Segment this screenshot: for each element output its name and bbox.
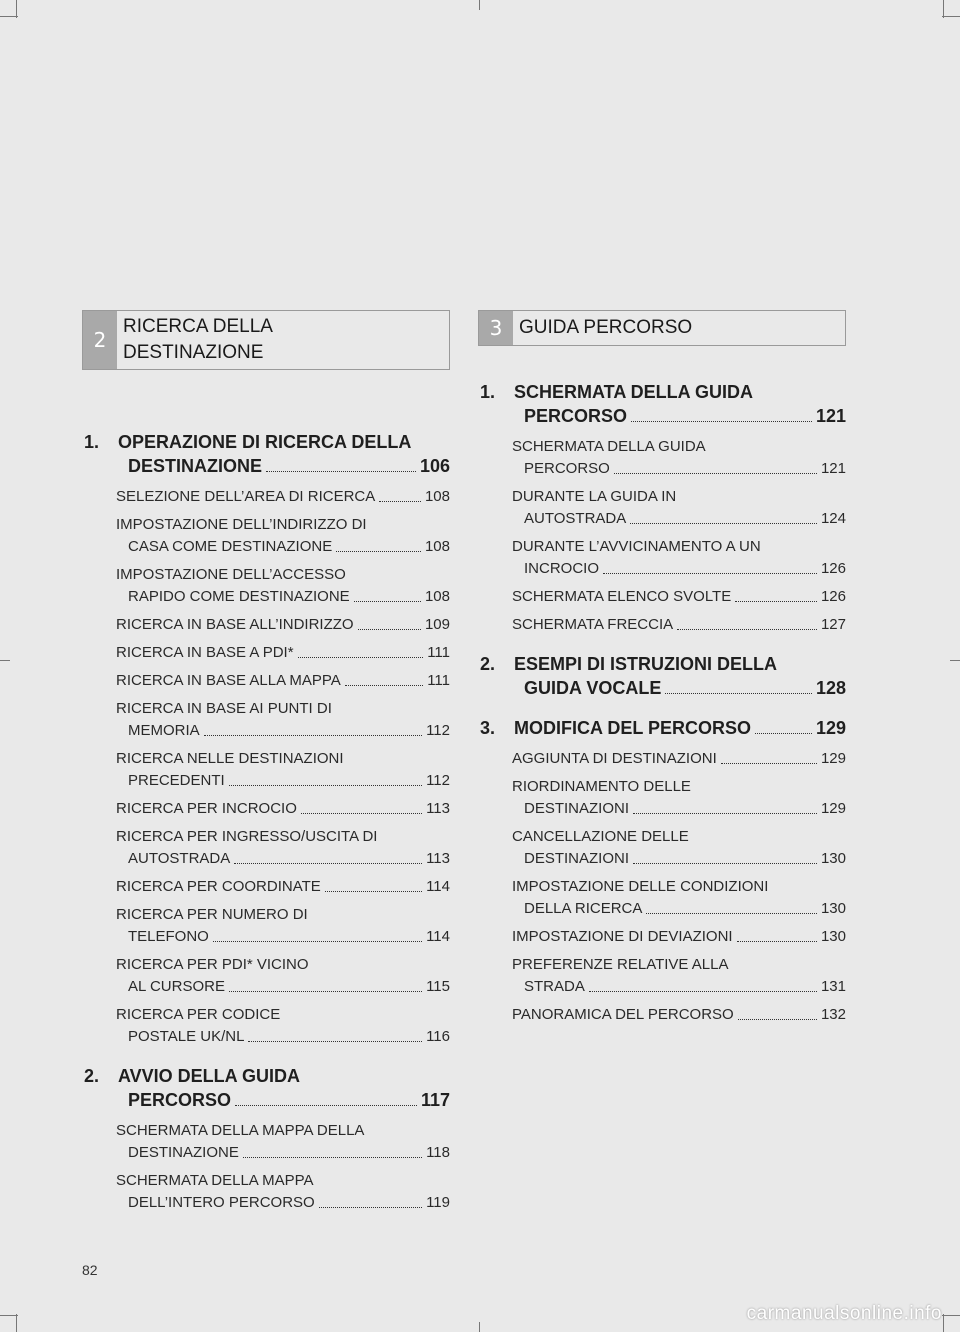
- entry-line: [116, 536, 450, 558]
- entry-line: SCHERMATA DELLA MAPPA: [116, 1172, 314, 1189]
- toc-chapter: [478, 652, 846, 700]
- entry-title: PANORAMICA DEL PERCORSO: [512, 1006, 734, 1023]
- entry-page: 108: [424, 488, 450, 505]
- entry-title: DESTINAZIONE: [128, 1144, 239, 1161]
- chapter-title-cont: GUIDA VOCALE: [524, 678, 662, 698]
- chapter-line: [82, 430, 450, 454]
- entry-line: RICERCA PER CODICE: [116, 1006, 281, 1023]
- dot-leader: [325, 876, 422, 892]
- page-number: 82: [82, 1262, 98, 1278]
- entry-line: RICERCA NELLE DESTINAZIONI: [116, 750, 344, 767]
- toc-entry: [478, 1004, 846, 1026]
- entry-page: 118: [426, 1144, 450, 1161]
- toc-entry: [478, 876, 846, 920]
- entry-line: SCHERMATA DELLA MAPPA DELLA: [116, 1122, 365, 1139]
- dot-leader: [319, 1192, 422, 1208]
- toc-entry: [82, 1004, 450, 1048]
- entry-page: 109: [424, 616, 450, 633]
- toc-chapter: [478, 716, 846, 740]
- entry-page: 114: [426, 928, 450, 945]
- entry-title: INCROCIO: [524, 560, 599, 577]
- entry-page: 130: [820, 900, 846, 917]
- entry-line: [116, 976, 450, 998]
- section-header-3: [478, 310, 846, 346]
- section-number: 2: [83, 311, 117, 369]
- toc-entry: [82, 1170, 450, 1214]
- dot-leader: [358, 614, 421, 630]
- dot-leader: [646, 898, 817, 914]
- toc-entry: [82, 614, 450, 636]
- entry-line: [116, 586, 450, 608]
- entry-line: RICERCA PER PDI* VICINO: [116, 956, 309, 973]
- dot-leader: [631, 404, 812, 422]
- chapter-title: MODIFICA DEL PERCORSO: [514, 718, 752, 738]
- chapter-title: AVVIO DELLA GUIDA: [118, 1066, 301, 1086]
- entry-line: DURANTE LA GUIDA IN: [512, 488, 677, 505]
- toc-entry: [478, 586, 846, 608]
- entry-line: [116, 926, 450, 948]
- toc-chapter: [82, 430, 450, 478]
- entry-line: [512, 798, 846, 820]
- chapter-number: 2.: [84, 1066, 100, 1086]
- entry-title: TELEFONO: [128, 928, 209, 945]
- entry-title: AUTOSTRADA: [524, 510, 627, 527]
- entry-line: [512, 614, 846, 636]
- dot-leader: [633, 848, 817, 864]
- entry-page: 111: [427, 672, 450, 689]
- dot-leader: [213, 926, 422, 942]
- dot-leader: [755, 716, 812, 734]
- toc-entry: [82, 1120, 450, 1164]
- entry-line: RICERCA PER INGRESSO/USCITA DI: [116, 828, 378, 845]
- toc-entry: [478, 536, 846, 580]
- entry-page: 124: [820, 510, 846, 527]
- dot-leader: [633, 798, 817, 814]
- entry-line: RIORDINAMENTO DELLE: [512, 778, 691, 795]
- entry-title: CASA COME DESTINAZIONE: [128, 538, 333, 555]
- entry-line: SCHERMATA DELLA GUIDA: [512, 438, 706, 455]
- chapter-line: [82, 454, 450, 478]
- chapter-line: [478, 404, 846, 428]
- dot-leader: [677, 614, 817, 630]
- entry-line: [116, 642, 450, 664]
- entry-line: DURANTE L’AVVICINAMENTO A UN: [512, 538, 761, 555]
- entry-title: RICERCA IN BASE ALL’INDIRIZZO: [116, 616, 354, 633]
- toc-entry: [478, 614, 846, 636]
- dot-leader: [354, 586, 421, 602]
- entry-title: DELLA RICERCA: [524, 900, 643, 917]
- entry-line: [116, 720, 450, 742]
- toc-chapter: [478, 380, 846, 428]
- toc-entry: [478, 926, 846, 948]
- dot-leader: [336, 536, 421, 552]
- dot-leader: [229, 976, 422, 992]
- chapter-page: 121: [815, 406, 846, 426]
- chapter-number: 1.: [84, 432, 100, 452]
- dot-leader: [234, 848, 422, 864]
- entry-line: [512, 1004, 846, 1026]
- entry-page: 114: [426, 878, 450, 895]
- entry-line: [116, 1192, 450, 1214]
- entry-line: [116, 670, 450, 692]
- chapter-line: [478, 652, 846, 676]
- dot-leader: [379, 486, 421, 502]
- entry-line: IMPOSTAZIONE DELLE CONDIZIONI: [512, 878, 769, 895]
- entry-line: [512, 898, 846, 920]
- entry-page: 108: [424, 588, 450, 605]
- entry-page: 108: [424, 538, 450, 555]
- entry-title: SCHERMATA FRECCIA: [512, 616, 674, 633]
- entry-title: MEMORIA: [128, 722, 200, 739]
- entry-line: [512, 508, 846, 530]
- dot-leader: [735, 586, 817, 602]
- toc-entry: [478, 748, 846, 770]
- toc-entry: [82, 876, 450, 898]
- dot-leader: [721, 748, 817, 764]
- entry-title: DELL’INTERO PERCORSO: [128, 1194, 315, 1211]
- chapter-number: 2.: [480, 654, 496, 674]
- entry-page: 126: [820, 560, 846, 577]
- chapter-number: 1.: [480, 382, 496, 402]
- dot-leader: [603, 558, 817, 574]
- entry-line: [512, 586, 846, 608]
- dot-leader: [738, 1004, 817, 1020]
- entry-line: [116, 770, 450, 792]
- entry-page: 112: [426, 772, 450, 789]
- entry-title: AL CURSORE: [128, 978, 225, 995]
- dot-leader: [266, 454, 416, 472]
- dot-leader: [229, 770, 422, 786]
- toc-entry: [82, 642, 450, 664]
- toc-entry: [82, 486, 450, 508]
- chapter-title: SCHERMATA DELLA GUIDA: [514, 382, 753, 402]
- entry-page: 132: [820, 1006, 846, 1023]
- entry-page: 112: [426, 722, 450, 739]
- dot-leader: [235, 1088, 417, 1106]
- chapter-line: [82, 1088, 450, 1112]
- right-column: [478, 310, 846, 1032]
- toc-entry: [82, 798, 450, 820]
- toc-entry: [478, 826, 846, 870]
- entry-page: 113: [426, 800, 450, 817]
- entry-page: 121: [820, 460, 846, 477]
- dot-leader: [298, 642, 424, 658]
- chapter-page: 117: [420, 1090, 450, 1110]
- entry-line: CANCELLAZIONE DELLE: [512, 828, 689, 845]
- entry-line: [512, 976, 846, 998]
- toc-entry: [82, 670, 450, 692]
- entry-page: 130: [820, 928, 846, 945]
- dot-leader: [243, 1142, 422, 1158]
- toc-entry: [478, 776, 846, 820]
- dot-leader: [737, 926, 817, 942]
- watermark: carmanualsonline.info: [746, 1303, 942, 1324]
- toc-entry: [82, 698, 450, 742]
- right-toc: [478, 380, 846, 1026]
- chapter-page: 128: [815, 678, 846, 698]
- entry-line: [512, 558, 846, 580]
- toc-entry: [82, 904, 450, 948]
- entry-title: PRECEDENTI: [128, 772, 225, 789]
- section-title: RICERCA DELLA DESTINAZIONE: [123, 316, 273, 363]
- section-number: 3: [479, 311, 513, 345]
- entry-page: 131: [820, 978, 846, 995]
- entry-title: DESTINAZIONI: [524, 800, 630, 817]
- chapter-page: 106: [419, 456, 450, 476]
- toc-entry: [478, 954, 846, 998]
- dot-leader: [204, 720, 422, 736]
- chapter-title: ESEMPI DI ISTRUZIONI DELLA: [514, 654, 778, 674]
- entry-line: PREFERENZE RELATIVE ALLA: [512, 956, 729, 973]
- entry-page: 119: [426, 1194, 450, 1211]
- entry-page: 126: [820, 588, 846, 605]
- entry-page: 115: [426, 978, 450, 995]
- entry-line: [512, 748, 846, 770]
- entry-line: [116, 798, 450, 820]
- toc-entry: [82, 826, 450, 870]
- entry-title: SCHERMATA ELENCO SVOLTE: [512, 588, 732, 605]
- chapter-line: [478, 676, 846, 700]
- dot-leader: [614, 458, 817, 474]
- entry-line: [116, 486, 450, 508]
- chapter-title-cont: PERCORSO: [128, 1090, 232, 1110]
- entry-title: IMPOSTAZIONE DI DEVIAZIONI: [512, 928, 733, 945]
- entry-line: IMPOSTAZIONE DELL’INDIRIZZO DI: [116, 516, 367, 533]
- entry-line: [116, 1142, 450, 1164]
- entry-page: 116: [426, 1028, 450, 1045]
- chapter-line: [82, 1064, 450, 1088]
- entry-page: 129: [820, 800, 846, 817]
- entry-page: 127: [820, 616, 846, 633]
- toc-entry: [82, 564, 450, 608]
- toc-entry: [478, 436, 846, 480]
- toc-entry: [82, 514, 450, 558]
- entry-page: 113: [426, 850, 450, 867]
- entry-page: 111: [427, 644, 450, 661]
- entry-line: [116, 1026, 450, 1048]
- left-toc: [82, 430, 450, 1214]
- dot-leader: [248, 1026, 422, 1042]
- entry-title: RICERCA IN BASE ALLA MAPPA: [116, 672, 341, 689]
- entry-title: SELEZIONE DELL’AREA DI RICERCA: [116, 488, 376, 505]
- section-title: GUIDA PERCORSO: [519, 317, 693, 338]
- entry-title: AGGIUNTA DI DESTINAZIONI: [512, 750, 717, 767]
- entry-line: [512, 926, 846, 948]
- entry-line: [116, 614, 450, 636]
- entry-line: RICERCA IN BASE AI PUNTI DI: [116, 700, 332, 717]
- entry-line: [116, 848, 450, 870]
- chapter-number: 3.: [480, 718, 496, 738]
- chapter-title-cont: PERCORSO: [524, 406, 628, 426]
- dot-leader: [665, 676, 812, 694]
- dot-leader: [630, 508, 817, 524]
- entry-title: PERCORSO: [524, 460, 610, 477]
- chapter-title: OPERAZIONE DI RICERCA DELLA: [118, 432, 412, 452]
- section-header-2: [82, 310, 450, 370]
- entry-title: POSTALE UK/NL: [128, 1028, 245, 1045]
- entry-title: RAPIDO COME DESTINAZIONE: [128, 588, 350, 605]
- chapter-line: [478, 380, 846, 404]
- toc-entry: [82, 748, 450, 792]
- toc-entry: [82, 954, 450, 998]
- chapter-page: 129: [815, 718, 846, 738]
- entry-title: RICERCA IN BASE A PDI*: [116, 644, 294, 661]
- entry-title: STRADA: [524, 978, 585, 995]
- chapter-line: [478, 716, 846, 740]
- entry-line: [512, 458, 846, 480]
- entry-title: RICERCA PER COORDINATE: [116, 878, 321, 895]
- dot-leader: [301, 798, 422, 814]
- toc-entry: [478, 486, 846, 530]
- left-column: [82, 310, 450, 1220]
- chapter-title-cont: DESTINAZIONE: [128, 456, 263, 476]
- entry-line: [116, 876, 450, 898]
- entry-page: 129: [820, 750, 846, 767]
- entry-line: [512, 848, 846, 870]
- entry-line: RICERCA PER NUMERO DI: [116, 906, 308, 923]
- entry-page: 130: [820, 850, 846, 867]
- entry-title: RICERCA PER INCROCIO: [116, 800, 297, 817]
- entry-line: IMPOSTAZIONE DELL’ACCESSO: [116, 566, 346, 583]
- entry-title: AUTOSTRADA: [128, 850, 231, 867]
- dot-leader: [345, 670, 423, 686]
- dot-leader: [589, 976, 817, 992]
- toc-chapter: [82, 1064, 450, 1112]
- entry-title: DESTINAZIONI: [524, 850, 630, 867]
